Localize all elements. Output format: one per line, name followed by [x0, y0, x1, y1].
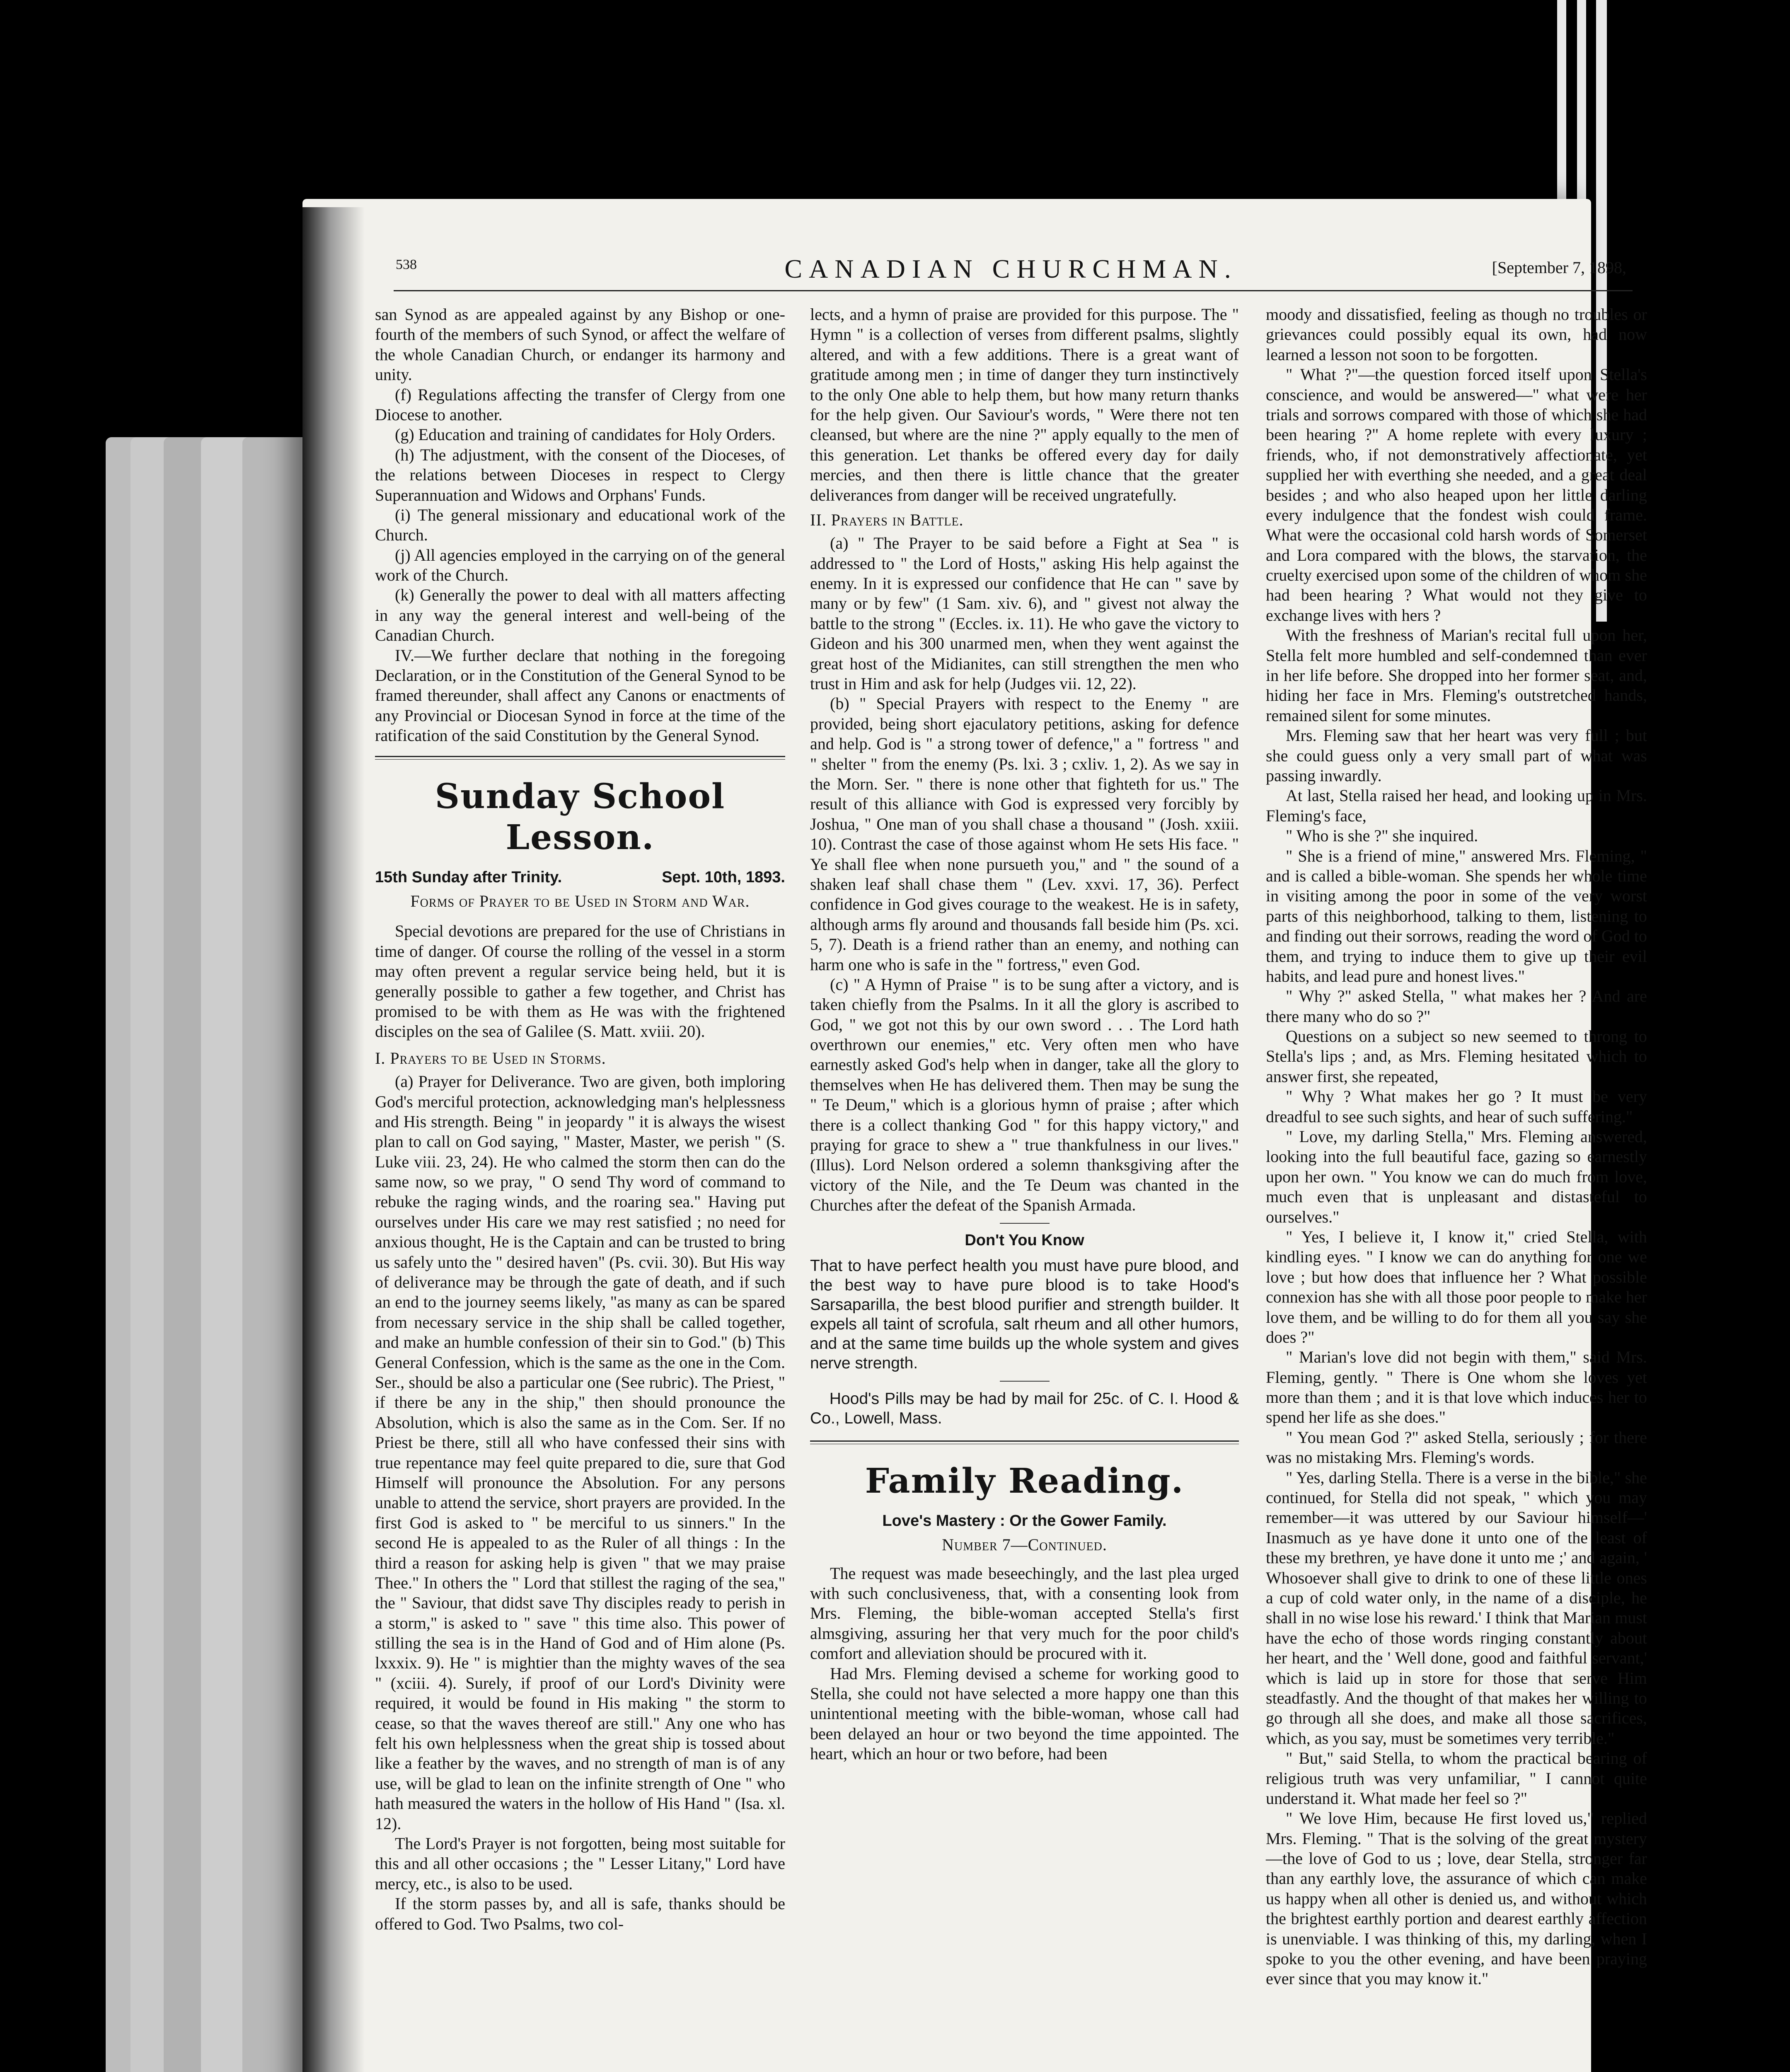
- story-paragraph: " Yes, I believe it, I know it," cried Stella, with kindling eyes. " I know we can do anything for one we love ; but how does that influence her ? What possible connexion has she with all those poor people to make her love them, and be willing to do for them all you say she does ?": [1266, 1227, 1647, 1346]
- lesson-paragraph: (c) " A Hymn of Praise " is to be sung after a victory, and is taken chiefly from the Psalms. In it all the glory is ascribed to God, " we got not this by our own sword . . . The Lord hath overthrown our enemies," etc. Very often men who have earnestly asked God's help when in danger, take all the glory to themselves when He has delivered them. Then may be sung the " Te Deum," which is a glorious hymn of praise ; after which there is a collect thanking God " for this happy victory," and praying for grace to shew a " true thankfulness in our lives." (Illus). Lord Nelson ordered a solemn thanksgiving after the victory of the Nile, and the Te Deum was chanted in the Churches after the defeat of the Spanish Armada.: [810, 975, 1239, 1215]
- synod-paragraph: (h) The adjustment, with the consent of the Dioceses, of the relations between Dioceses in respect to Clergy Superannuation and Widows and Orphans' Funds.: [375, 445, 785, 504]
- family-reading-heading: Family Reading.: [865, 1461, 1184, 1501]
- header-rule: [394, 290, 1633, 291]
- story-paragraph: " Why ? What makes her go ? It must be very dreadful to see such sights, and hear of such suffering.": [1266, 1087, 1647, 1126]
- section-heading: I. Prayers to be Used in Storms.: [375, 1048, 606, 1067]
- story-paragraph: " Yes, darling Stella. There is a verse in the bible," she continued, for Stella did not speak, " which you may remember—it was uttered by our Saviour himself—' Inasmuch as ye have done it unto one of the least of these my brethren, ye have done it unto me ;' and again, ' Whosoever shall give to drink to one of these little ones a cup of cold water only, in the name of a disciple, he shall in no wise lose his reward.' I think that Marian must have the echo of those words ringing constantly about her heart, and the ' Well done, good and faithful servant,' which is laid up in store for those that serve Him steadfastly. And the thought of that makes her willing to go through all she does, and make all those sacrifices, which, as you say, must be sometimes very terrible.": [1266, 1468, 1647, 1748]
- advertisement-heading: Don't You Know: [965, 1231, 1084, 1249]
- lesson-subtitle: [375, 868, 785, 887]
- divider: [1000, 1223, 1050, 1224]
- issue-date: [September 7, 1898,: [1492, 258, 1626, 277]
- lesson-paragraph: (a) " The Prayer to be said before a Fight at Sea " is addressed to " the Lord of Hosts," asking His help against the enemy. In it is expressed our confidence that He can " save by many or by few" (1 Sam. xiv. 6), and " givest not alway the battle to the strong " (Eccles. ix. 11). He who gave the victory to Gideon and his 300 unarmed men, when they went against the great host of the Midianites, can still strengthen the men who trust in Him and ask for help (Judges vii. 12, 22).: [810, 534, 1239, 693]
- section-heading: II. Prayers in Battle.: [810, 510, 964, 529]
- story-paragraph: " Why ?" asked Stella, " what makes her ? And are there many who do so ?": [1266, 987, 1647, 1026]
- story-title: Love's Mastery : Or the Gower Family.: [882, 1512, 1167, 1530]
- divider: [1000, 1381, 1050, 1382]
- lesson-sunday: 15th Sunday after Trinity.: [375, 869, 562, 886]
- lesson-date: Sept. 10th, 1893.: [662, 869, 785, 886]
- lesson-paragraph: If the storm passes by, and all is safe, thanks should be offered to God. Two Psalms, two col-: [375, 1894, 785, 1933]
- synod-paragraph: (k) Generally the power to deal with all matters affecting in any way the general interest and well-being of the Canadian Church.: [375, 586, 785, 645]
- lesson-paragraph: lects, and a hymn of praise are provided for this purpose. The " Hymn " is a collection of verses from different psalms, slightly altered, and with a few additions. There is a great want of gratitude among men ; in time of danger they turn instinctively to the only One able to help them, but how many return thanks for the help given. Our Saviour's words, " Were there not ten cleansed, but where are the nine ?" apply equally to the men of this generation. Let thanks be offered every day for daily mercies, and then there is little chance that the greater deliverances from danger will be received ungratefully.: [810, 305, 1239, 504]
- lesson-topic: Forms of Prayer to be Used in Storm and War.: [410, 892, 750, 910]
- publication-title: CANADIAN CHURCHMAN.: [784, 254, 1238, 283]
- advertisement-pills: Hood's Pills may be had by mail for 25c. of C. I. Hood & Co., Lowell, Mass.: [810, 1389, 1239, 1427]
- column-3: [1266, 305, 1647, 1989]
- story-paragraph: At last, Stella raised her head, and looking up in Mrs. Fleming's face,: [1266, 786, 1647, 825]
- column-2: [810, 305, 1239, 1764]
- column-1: [375, 305, 785, 1934]
- story-paragraph: " What ?"—the question forced itself upon Stella's conscience, and would be answered—" what were her trials and sorrows compared with those of which she had been hearing ?" A home replete with every luxury ; friends, who, if not demonstratively affectionate, yet supplied her with everthing she needed, and a great deal besides ; and who also heaped upon her little darling every indulgence that the fondest wish could frame. What were the occasional cold harsh words of Somerset and Lora compared with the blows, the starvation, the cruelty exercised upon some of the children of whom she had been hearing ? What would not they give to exchange lives with hers ?: [1266, 365, 1647, 625]
- story-paragraph: " Who is she ?" she inquired.: [1286, 826, 1478, 845]
- story-paragraph: " You mean God ?" asked Stella, seriously ; for there was no mistaking Mrs. Fleming's words.: [1266, 1428, 1647, 1467]
- story-paragraph: The request was made beseechingly, and the last plea urged with such conclusiveness, that, with a consenting look from Mrs. Fleming, the bible-woman accepted Stella's first almsgiving, assuring her that very much for the poor child's comfort and alleviation should be procured with it.: [810, 1564, 1239, 1663]
- story-paragraph: Had Mrs. Fleming devised a scheme for working good to Stella, she could not have selected a more happy one than this unintentional meeting with the bible-woman, whose call had been delayed an hour or two beyond the time appointed. The heart, which an hour or two before, had been: [810, 1664, 1239, 1763]
- lesson-paragraph: (b) " Special Prayers with respect to the Enemy " are provided, being short ejaculatory petitions, asking for defence and help. God is " a strong tower of defence," a " fortress " and " shelter " from the enemy (Ps. lxi. 3 ; cxliv. 1, 2). As we say in the Morn. Ser. " there is none other that fighteth for us." The result of this alliance with God is expressed very forcibly by Joshua, " One man of you shall chase a thousand " (Josh. xxiii. 10). Contrast the case of those against whom He sets His face. " Ye shall flee when none pursueth you," and " the sound of a shaken leaf shall chase them " (Lev. xxvi. 17, 36). Perfect confidence in God gives courage to the weakest. He is in safety, although arms fly around and thousands fall beside him (Ps. xci. 5, 7). Death is a friend rather than an enemy, and nothing can harm one who is safe in the " fortress," even God.: [810, 694, 1239, 974]
- page-number: 538: [396, 257, 417, 272]
- advertisement-body: That to have perfect health you must have pure blood, and the best way to have pure blood is to take Hood's Sarsaparilla, the best blood purifier and strength builder. It expels all taint of scrofula, salt rheum and all other humors, and at the same time builds up the whole system and gives nerve strength.: [810, 1256, 1239, 1372]
- story-paragraph: " She is a friend of mine," answered Mrs. Fleming, " and is called a bible-woman. She spends her whole time in visiting among the poor in some of the very worst parts of this neighborhood, talking to them, listening to and finding out their sorrows, reading the word of God to them, and trying to induce them to give up their evil habits, and lead pure and honest lives.": [1266, 846, 1647, 985]
- synod-paragraph: san Synod as are appealed against by any Bishop or one-fourth of the members of such Synod, or affect the welfare of the whole Canadian Church, or endanger its harmony and unity.: [375, 305, 785, 384]
- story-paragraph: " Love, my darling Stella," Mrs. Fleming answered, looking into the full beautiful face, gazing so earnestly upon her own. " You know we can do much from love, much even that is unpleasant and distasteful to ourselves.": [1266, 1127, 1647, 1226]
- synod-paragraph: (j) All agencies employed in the carrying on of the general work of the Church.: [375, 545, 785, 585]
- story-paragraph: " Marian's love did not begin with them," said Mrs. Fleming, gently. " There is One whom she loves yet more than them ; and it is that love which induces her to spend her life as she does.": [1266, 1348, 1647, 1427]
- book-gutter-shadow: [302, 207, 365, 2072]
- story-paragraph: moody and dissatisfied, feeling as though no troubles or grievances could possibly equal its own, had now learned a lesson not soon to be forgotten.: [1266, 305, 1647, 364]
- synod-paragraph: (f) Regulations affecting the transfer of Clergy from one Diocese to another.: [375, 385, 785, 424]
- story-paragraph: " But," said Stella, to whom the practical bearing of religious truth was very unfamiliar, " I cannot quite understand it. What made her feel so ?": [1266, 1749, 1647, 1808]
- page-header: [396, 254, 1626, 283]
- story-number: Number 7—Continued.: [942, 1535, 1107, 1554]
- sunday-school-lesson-heading: Sunday School Lesson.: [435, 776, 726, 857]
- story-paragraph: With the freshness of Marian's recital full upon her, Stella felt more humbled and self-condemned than ever in her life before. She dropped into her former seat, and, hiding her face in Mrs. Fleming's outstretched hands, remained silent for some minutes.: [1266, 626, 1647, 725]
- section-rule: [375, 756, 785, 760]
- synod-paragraph: IV.—We further declare that nothing in the foregoing Declaration, or in the Constitution of the General Synod to be framed thereunder, shall affect any Canons or enactments of any Provincial or Diocesan Synod in force at the time of the ratification of the said Constitution by the General Synod.: [375, 646, 785, 745]
- section-rule: [810, 1440, 1239, 1444]
- synod-paragraph: (i) The general missionary and educational work of the Church.: [375, 505, 785, 545]
- story-paragraph: Questions on a subject so new seemed to throng to Stella's lips ; and, as Mrs. Fleming hesitated which to answer first, she repeated,: [1266, 1027, 1647, 1086]
- story-paragraph: " We love Him, because He first loved us," replied Mrs. Fleming. " That is the solving of the great mystery—the love of God to us ; love, dear Stella, stronger far than any earthly love, the assurance of which can make us happy when all other is denied us, and without which the brightest earthly portion and dearest earthly affection is unenviable. I was thinking of this, my darling, when I spoke to you the other evening, and have been praying ever since that you may know it.": [1266, 1809, 1647, 1988]
- synod-paragraph: (g) Education and training of candidates for Holy Orders.: [395, 425, 776, 444]
- lesson-intro: Special devotions are prepared for the use of Christians in time of danger. Of course the rolling of the vessel in a storm may often prevent a regular service being held, but it is generally possible to gather a few together, and Christ has promised to be with them as He was with the frightened disciples on the sea of Galilee (S. Matt. xviii. 20).: [375, 922, 785, 1041]
- lesson-paragraph: The Lord's Prayer is not forgotten, being most suitable for this and all other occasions ; the " Lesser Litany," Lord have mercy, etc., is also to be used.: [375, 1834, 785, 1893]
- lesson-paragraph: (a) Prayer for Deliverance. Two are given, both imploring God's merciful protection, acknowledging man's helplessness and His strength. Being " in jeopardy " it is always the wisest plan to call on God saying, " Master, Master, we perish " (S. Luke viii. 23, 24). He who calmed the storm then can do the same now, so we pray, " O send Thy word of command to rebuke the raging winds, and the roaring sea." Having put ourselves under His care we may rest satisfied ; no need for anxious thought, He is the Captain and can be trusted to bring us safely unto the " desired haven" (Ps. cvii. 30). But His way of deliverance may be through the gate of death, and if such an end to the journey seems likely, "as many as can be spared from necessary service in the ship shall be called together, and make an humble confession of their sin to God." (b) This General Confession, which is the same as the one in the Com. Ser., should be also a particular one (See rubric). The Priest, " if there be any in the ship," then should pronounce the Absolution, which is also the same as in the Com. Ser. If no Priest be there, still all who have confessed their sins with true repentance may feel quite prepared to die, sure that God Himself will pronounce the Absolution. For any persons unable to attend the service, short prayers are provided. In the first God is asked to " be merciful to us sinners." In the second He is appealed to as the Ruler of all things : In the third a reason for asking help is given " that we may praise Thee." In others the " Lord that stillest the raging of the sea," the " Saviour, that didst save Thy disciples ready to perish in a storm," is asked to " save " this time also. This power of stilling the sea is in the Hand of God and of Him alone (Ps. lxxxix. 9). He " is mightier than the mighty waves of the sea " (xciii. 4). Surely, if proof of our Lord's Divinity were required, it would be found in His making " the storm to cease, so that the waves thereof are still." Any one who has felt his own helplessness when the great ship is tossed about like a feather by the waves, and no strength of man is of any use, will be glad to lean on the infinite strength of One " who hath measured the waters in the hollow of His Hand " (Isa. xl. 12).: [375, 1072, 785, 1833]
- story-paragraph: Mrs. Fleming saw that her heart was very full ; but she could guess only a very small part of what was passing inwardly.: [1266, 726, 1647, 785]
